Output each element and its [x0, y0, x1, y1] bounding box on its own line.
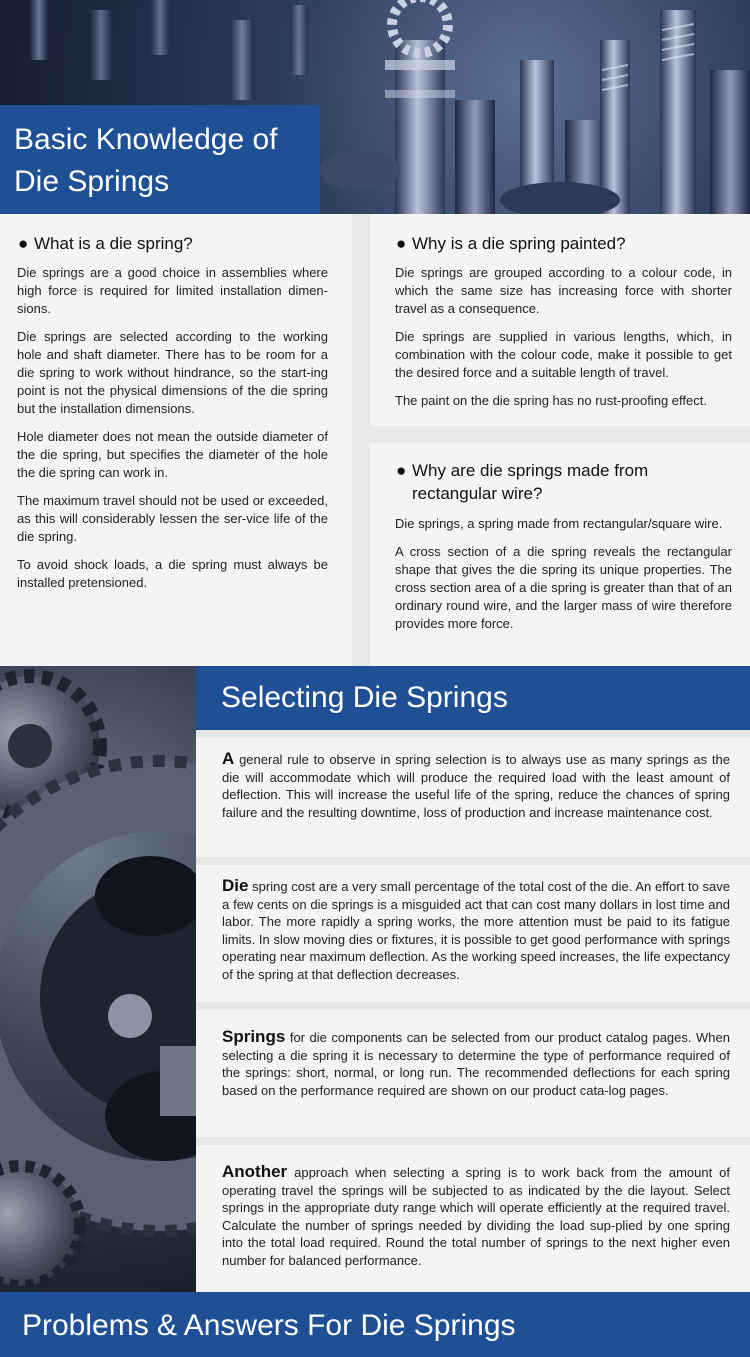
selection-tip-card [196, 1010, 750, 1137]
what-paragraph: The maximum travel should not be used or exceeded, as this will considerably lessen the ser-vice life of the die spring. [17, 493, 328, 544]
page-title [14, 119, 314, 203]
what-heading [18, 232, 338, 255]
lead-word: Springs [222, 1027, 286, 1046]
section-title: Problems & Answers For Die Springs [22, 1309, 516, 1342]
gear-photo [0, 666, 196, 1292]
rectangular-body [395, 515, 732, 643]
rectangular-paragraph: A cross section of a die spring reveals the rectangular shape that gives the die spring its unique properties. The cross section area of a die spring is greater than that of an ordinary round wire, and the larger mass of wire therefore provides more force. [395, 544, 732, 631]
painted-paragraph: Die springs are grouped according to a colour code, in which the same size has increasing force with shorter travel as a consequence. [395, 265, 732, 316]
what-is-die-spring-panel [0, 214, 352, 666]
lead-word: Another [222, 1162, 288, 1181]
painted-heading-text: Why is a die spring painted? [412, 234, 626, 253]
what-paragraph: Die springs are selected according to the working hole and shaft diameter. There has to be room for a die spring to work without hindrance, so the start-ing point is not the physical dimensions of the die spring but the installation dimensions. [17, 329, 328, 416]
painted-paragraph: The paint on the die spring has no rust-proofing effect. [395, 393, 707, 408]
page-title-line1: Basic Knowledge of [14, 123, 278, 156]
rectangular-paragraph: Die springs, a spring made from rectangular/square wire. [395, 516, 723, 531]
painted-heading [396, 232, 736, 255]
what-heading-text: What is a die spring? [34, 234, 193, 253]
selection-tip-text [222, 877, 730, 984]
tip-body: general rule to observe in spring selection is to always use as many springs as the die will accommodate which will produce the required load with the least amount of deflection. This will increase the useful life of the spring, reduce the chances of spring failure and the resulting downtime, loss of production and increase maintenance cost. [222, 752, 730, 820]
selecting-content [196, 666, 750, 1292]
bullet-icon: ● [396, 461, 407, 480]
rectangular-heading [396, 459, 716, 505]
hero-banner [0, 0, 750, 214]
what-paragraph: Hole diameter does not mean the outside diameter of the die spring, but specifies the diameter of the hole the die spring can work in. [17, 429, 328, 480]
hero-title-box [0, 105, 320, 214]
selection-tip-text [222, 750, 730, 821]
painted-paragraph: Die springs are supplied in various lengths, which, in combination with the colour code, make it possible to get the desired force and a suitable length of travel. [395, 329, 732, 380]
selection-tip-text [222, 1028, 730, 1099]
tip-body: spring cost are a very small percentage of the total cost of the die. An effort to save a few cents on die springs is a misguided act that can cost many dollars in lost time and labor. The more rapidly a spring works, the more attention must be paid to its fatigue limits. In slow moving dies or fixtures, it is possible to get good performance with springs operating near maximum deflection. As the working speed increases, the life expectancy of the spring at that deflection decreases. [222, 879, 730, 982]
what-paragraph: Die springs are a good choice in assemblies where high force is required for limited installation dimen-sions. [17, 265, 328, 316]
rectangular-heading-text: Why are die springs made from rectangular wire? [412, 461, 649, 503]
tip-body: approach when selecting a spring is to work back from the amount of operating travel the springs will be subjected to as indicated by the die layout. Select springs in the appropriate duty range which will operate efficiently at the required travel. Calculate the number of springs needed by dividing the load sup-plied by one spring into the total load required. Round the total number of springs to the next higher even number for balanced performance. [222, 1165, 730, 1268]
knowledge-section [0, 214, 750, 666]
selecting-section [0, 666, 750, 1292]
tip-body: for die components can be selected from our product catalog pages. When selecting a die spring it is necessary to determine the type of performance required of the springs: short, normal, or long run. The recommended deflections for each spring based on the performance required are shown on our product cata-log pages. [222, 1030, 730, 1098]
selecting-header [196, 666, 750, 730]
painted-body [395, 264, 732, 420]
why-painted-panel [370, 214, 750, 426]
what-paragraph: To avoid shock loads, a die spring must always be installed pretensioned. [17, 557, 328, 590]
selection-tip-card [196, 865, 750, 1002]
section-title: Selecting Die Springs [221, 681, 508, 714]
selection-tip-text [222, 1163, 730, 1270]
what-body [17, 264, 328, 602]
gear-icon [0, 666, 196, 1292]
bullet-icon: ● [18, 234, 29, 253]
lead-word: Die [222, 876, 249, 895]
selection-tip-card [196, 1145, 750, 1292]
page-title-line2: Die Springs [14, 165, 170, 198]
problems-banner [0, 1292, 750, 1357]
bullet-icon: ● [396, 234, 407, 253]
lead-word: A [222, 749, 235, 768]
why-rectangular-panel [370, 443, 750, 666]
selection-tip-card [196, 738, 750, 857]
